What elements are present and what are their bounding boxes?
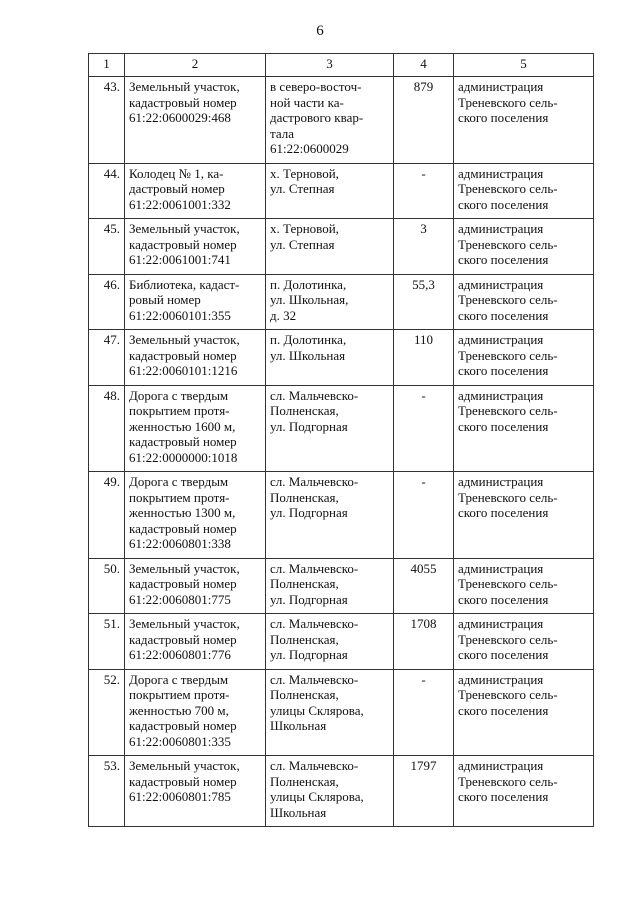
object-description — [125, 274, 266, 330]
object-description-line: 61:22:0060101:355 — [129, 307, 231, 323]
object-address-line: сл. Мальчевско- — [270, 474, 359, 489]
object-owner — [454, 77, 594, 164]
object-description-line: женностью 1300 м, — [129, 505, 236, 520]
header-col-1: 1 — [89, 54, 125, 77]
object-owner-line: Треневского сель- — [458, 631, 558, 647]
object-owner-line: администрация — [458, 758, 544, 773]
object-address-line: сл. Мальчевско- — [270, 616, 359, 631]
object-owner-line: Треневского сель- — [458, 576, 558, 591]
object-description-line: 61:22:0061001:332 — [129, 196, 231, 212]
object-description-line: 61:22:0060801:776 — [129, 647, 231, 662]
header-col-3: 3 — [266, 54, 394, 77]
object-description-line: Дорога с твердым — [129, 474, 229, 489]
object-address-line: Полненская, — [270, 489, 339, 505]
object-address-line: ул. Степная — [270, 181, 335, 196]
object-owner-line: Треневского сель- — [458, 236, 558, 252]
row-number: 51. — [89, 614, 125, 670]
object-description — [125, 756, 266, 827]
object-address-line: Полненская, — [270, 773, 339, 789]
object-owner-line: Треневского сель- — [458, 403, 558, 418]
object-address-line: сл. Мальчевско- — [270, 387, 359, 403]
object-owner-line: Треневского сель- — [458, 773, 558, 789]
object-owner-line: Треневского сель- — [458, 489, 558, 505]
object-description-line: 61:22:0060801:335 — [129, 733, 231, 749]
object-owner-line: администрация — [458, 221, 544, 236]
object-owner-line: ского поселения — [458, 418, 549, 434]
object-description-line: Земельный участок, — [129, 616, 240, 631]
object-address-line: Школьная — [270, 718, 327, 733]
table-row — [89, 274, 594, 330]
object-area: 110 — [394, 330, 454, 386]
object-address-line: Полненская, — [270, 403, 339, 418]
object-area: 1797 — [394, 756, 454, 827]
object-address — [266, 385, 394, 472]
object-owner — [454, 472, 594, 559]
table-row — [89, 472, 594, 559]
object-description-line: кадастровый номер — [129, 434, 237, 449]
object-owner-line: администрация — [458, 616, 544, 631]
table-row — [89, 219, 594, 275]
object-owner — [454, 219, 594, 275]
row-number: 53. — [89, 756, 125, 827]
object-area: - — [394, 163, 454, 219]
object-description-line: Земельный участок, — [129, 221, 240, 236]
object-address — [266, 274, 394, 330]
object-address — [266, 472, 394, 559]
object-area: 879 — [394, 77, 454, 164]
object-description-line: покрытием протя- — [129, 687, 230, 702]
object-owner-line: ского поселения — [458, 252, 549, 267]
object-description-line: женностью 700 м, — [129, 702, 229, 718]
object-description-line: дастровый номер — [129, 181, 225, 196]
object-description-line: 61:22:0061001:741 — [129, 252, 231, 267]
object-description — [125, 163, 266, 219]
table-row — [89, 385, 594, 472]
row-number: 45. — [89, 219, 125, 275]
table-row — [89, 163, 594, 219]
object-owner-line: ского поселения — [458, 591, 549, 607]
object-address-line: дастрового квар- — [270, 110, 364, 125]
row-number: 43. — [89, 77, 125, 164]
row-number: 49. — [89, 472, 125, 559]
object-owner-line: Треневского сель- — [458, 347, 558, 363]
table-header — [89, 54, 594, 77]
table-body — [89, 77, 594, 827]
object-area: - — [394, 669, 454, 756]
object-owner-line: ского поселения — [458, 505, 549, 520]
object-description-line: Земельный участок, — [129, 79, 240, 94]
object-address — [266, 558, 394, 614]
header-row — [89, 54, 594, 77]
object-owner-line: ского поселения — [458, 647, 549, 662]
object-address-line: ул. Подгорная — [270, 505, 348, 520]
object-area: 4055 — [394, 558, 454, 614]
object-owner-line: администрация — [458, 474, 544, 489]
object-owner — [454, 756, 594, 827]
object-address-line: Полненская, — [270, 576, 339, 591]
header-col-2: 2 — [125, 54, 266, 77]
object-description-line: Земельный участок, — [129, 560, 240, 576]
object-description-line: 61:22:0060801:785 — [129, 789, 231, 804]
object-owner-line: администрация — [458, 560, 544, 576]
object-owner — [454, 330, 594, 386]
object-description-line: кадастровый номер — [129, 576, 237, 591]
object-address-line: д. 32 — [270, 307, 297, 323]
object-description-line: 61:22:0600029:468 — [129, 110, 231, 125]
object-description-line: 61:22:0060801:775 — [129, 591, 231, 607]
object-owner-line: Треневского сель- — [458, 181, 558, 196]
object-address-line: ул. Школьная — [270, 347, 346, 363]
object-address — [266, 163, 394, 219]
object-description-line: покрытием протя- — [129, 403, 230, 418]
table-row — [89, 669, 594, 756]
object-address-line: ной части ка- — [270, 94, 344, 110]
object-address-line: ул. Подгорная — [270, 418, 348, 434]
row-number: 44. — [89, 163, 125, 219]
object-description-line: покрытием протя- — [129, 489, 230, 505]
object-description-line: кадастровый номер — [129, 718, 237, 733]
object-address — [266, 614, 394, 670]
object-area: 3 — [394, 219, 454, 275]
object-description-line: кадастровый номер — [129, 773, 237, 789]
object-owner-line: администрация — [458, 387, 544, 403]
object-description — [125, 385, 266, 472]
object-owner — [454, 669, 594, 756]
object-description-line: 61:22:0060801:338 — [129, 536, 231, 551]
object-owner — [454, 558, 594, 614]
object-area: 1708 — [394, 614, 454, 670]
object-address-line: улицы Склярова, — [270, 789, 364, 804]
object-description — [125, 558, 266, 614]
object-address-line: сл. Мальчевско- — [270, 758, 359, 773]
object-address-line: в северо-восточ- — [270, 79, 362, 94]
object-description-line: кадастровый номер — [129, 347, 237, 363]
object-address-line: Школьная — [270, 804, 327, 820]
object-address-line: сл. Мальчевско- — [270, 671, 359, 687]
object-description-line: Земельный участок, — [129, 332, 240, 347]
object-address — [266, 219, 394, 275]
table-row — [89, 558, 594, 614]
object-description — [125, 614, 266, 670]
object-description-line: Дорога с твердым — [129, 671, 229, 687]
row-number: 48. — [89, 385, 125, 472]
object-address-line: п. Долотинка, — [270, 332, 347, 347]
object-description-line: 61:22:0060101:1216 — [129, 363, 238, 378]
object-description-line: кадастровый номер — [129, 520, 237, 536]
object-owner-line: Треневского сель- — [458, 292, 558, 307]
object-area: 55,3 — [394, 274, 454, 330]
object-owner-line: администрация — [458, 79, 544, 94]
object-address-line: п. Долотинка, — [270, 276, 347, 292]
object-address-line: сл. Мальчевско- — [270, 560, 359, 576]
object-description-line: Колодец № 1, ка- — [129, 165, 224, 181]
row-number: 50. — [89, 558, 125, 614]
row-number: 46. — [89, 274, 125, 330]
table-row — [89, 330, 594, 386]
object-description — [125, 219, 266, 275]
table-row — [89, 756, 594, 827]
object-address-line: ул. Подгорная — [270, 591, 348, 607]
header-col-5: 5 — [454, 54, 594, 77]
object-owner-line: ского поселения — [458, 363, 549, 378]
object-description-line: кадастровый номер — [129, 631, 237, 647]
object-address — [266, 756, 394, 827]
object-area: - — [394, 472, 454, 559]
object-address-line: тала — [270, 125, 294, 141]
object-owner — [454, 274, 594, 330]
object-description — [125, 77, 266, 164]
object-owner-line: Треневского сель- — [458, 687, 558, 702]
object-address-line: улицы Склярова, — [270, 702, 364, 718]
table-row — [89, 77, 594, 164]
object-address-line: 61:22:0600029 — [270, 141, 349, 156]
object-owner — [454, 614, 594, 670]
property-registry-table — [88, 53, 594, 827]
object-address-line: Полненская, — [270, 631, 339, 647]
object-description-line: Дорога с твердым — [129, 387, 229, 403]
row-number: 47. — [89, 330, 125, 386]
object-description — [125, 472, 266, 559]
object-address-line: х. Терновой, — [270, 165, 339, 181]
object-description-line: кадастровый номер — [129, 94, 237, 110]
object-owner-line: ского поселения — [458, 307, 549, 323]
object-description-line: 61:22:0000000:1018 — [129, 449, 238, 465]
object-owner-line: администрация — [458, 332, 544, 347]
object-address-line: ул. Школьная, — [270, 292, 349, 307]
page-number: 6 — [316, 23, 324, 39]
object-owner-line: ского поселения — [458, 789, 549, 804]
object-owner-line: ского поселения — [458, 196, 549, 212]
object-description — [125, 330, 266, 386]
header-col-4: 4 — [394, 54, 454, 77]
object-owner-line: администрация — [458, 165, 544, 181]
object-description-line: женностью 1600 м, — [129, 418, 236, 434]
object-owner-line: Треневского сель- — [458, 94, 558, 110]
object-owner-line: администрация — [458, 671, 544, 687]
object-owner — [454, 385, 594, 472]
table-row — [89, 614, 594, 670]
object-description-line: кадастровый номер — [129, 236, 237, 252]
object-owner-line: ского поселения — [458, 110, 549, 125]
object-address-line: Полненская, — [270, 687, 339, 702]
object-description-line: Библиотека, кадаст- — [129, 276, 240, 292]
object-description-line: ровый номер — [129, 292, 201, 307]
row-number: 52. — [89, 669, 125, 756]
object-owner-line: администрация — [458, 276, 544, 292]
object-description-line: Земельный участок, — [129, 758, 240, 773]
object-address-line: х. Терновой, — [270, 221, 339, 236]
object-address-line: ул. Степная — [270, 236, 335, 252]
object-description — [125, 669, 266, 756]
object-address — [266, 669, 394, 756]
object-address — [266, 77, 394, 164]
object-owner — [454, 163, 594, 219]
object-address-line: ул. Подгорная — [270, 647, 348, 662]
object-area: - — [394, 385, 454, 472]
object-owner-line: ского поселения — [458, 702, 549, 718]
object-address — [266, 330, 394, 386]
